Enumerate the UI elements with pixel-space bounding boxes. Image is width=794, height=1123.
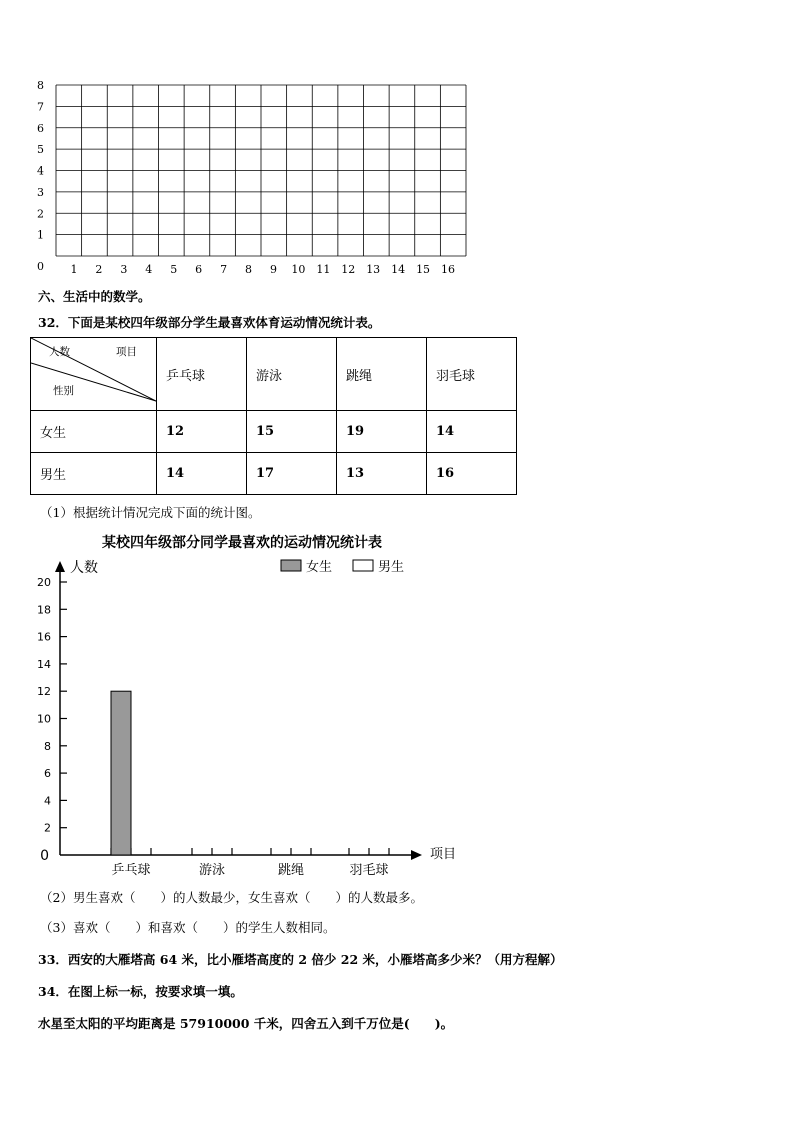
grid-x-label: 2 (95, 263, 103, 276)
question-32-title: 32．下面是某校四年级部分学生最喜欢体育运动情况统计表。 (38, 315, 381, 330)
header-people-label: 人数 (49, 346, 70, 358)
grid-y-label: 1 (37, 228, 44, 242)
row-label: 女生 (31, 411, 157, 453)
y-tick-label: 18 (37, 603, 51, 617)
table-cell: 17 (247, 453, 337, 495)
grid-x-label: 16 (441, 263, 455, 276)
grid-x-label: 10 (291, 263, 306, 276)
question-33-text: 33．西安的大雁塔高 64 米，比小雁塔高度的 2 倍少 22 米，小雁塔高多少米？（用方程解） (38, 952, 563, 967)
section-heading: 六、生活中的数学。 (38, 289, 151, 304)
grid-y-label: 2 (37, 207, 44, 221)
grid-x-label: 13 (366, 263, 381, 276)
grid-y-label: 6 (37, 121, 44, 135)
category-label: 乒乓球 (111, 863, 151, 878)
grid-y-label: 0 (37, 260, 44, 273)
y-tick-label: 2 (44, 821, 51, 835)
y-tick-label: 14 (37, 657, 51, 671)
grid-y-label: 3 (37, 185, 44, 199)
y-axis-arrow (55, 561, 65, 572)
y-tick-label: 20 (37, 576, 51, 589)
table-cell: 16 (427, 453, 517, 495)
legend-label: 男生 (378, 560, 405, 575)
grid-x-label: 8 (245, 263, 253, 276)
y-tick-label: 6 (44, 767, 51, 781)
grid-x-label: 1 (70, 263, 78, 276)
header-gender-label: 性别 (53, 385, 74, 397)
table-row (31, 411, 517, 453)
column-header: 乒乓球 (157, 338, 247, 411)
table-row (31, 453, 517, 495)
grid-x-label: 6 (195, 263, 203, 276)
table-cell: 12 (157, 411, 247, 453)
question-32-part-3: （3）喜欢（ ）和喜欢（ ）的学生人数相同。 (40, 920, 336, 935)
column-header: 跳绳 (337, 338, 427, 411)
grid-y-label: 8 (37, 79, 44, 92)
grid-x-label: 9 (269, 263, 277, 276)
y-tick-label: 16 (37, 630, 51, 644)
stats-table (30, 337, 517, 495)
category-label: 羽毛球 (349, 863, 389, 878)
category-label: 跳绳 (277, 863, 305, 878)
column-header: 游泳 (247, 338, 337, 411)
grid-x-label: 15 (416, 263, 431, 276)
grid-x-label: 14 (391, 263, 406, 276)
x-axis-arrow (411, 850, 422, 860)
table-cell: 13 (337, 453, 427, 495)
table-cell: 15 (247, 411, 337, 453)
x-axis-title: 项目 (430, 847, 457, 862)
question-34-sub: 水星至太阳的平均距离是 57910000 千米，四舍五入到千万位是( )。 (38, 1016, 454, 1031)
bar-chart (0, 525, 794, 885)
y-axis-title: 人数 (70, 560, 98, 576)
y-tick-label: 12 (37, 685, 51, 699)
grid-x-label: 12 (341, 263, 356, 276)
question-34-text: 34．在图上标一标，按要求填一填。 (38, 984, 243, 999)
grid-y-label: 5 (37, 143, 44, 157)
category-label: 游泳 (198, 863, 226, 878)
header-item-label: 项目 (116, 346, 137, 358)
legend-label: 女生 (306, 560, 333, 575)
grid-x-label: 5 (170, 263, 178, 276)
chart-title: 某校四年级部分同学最喜欢的运动情况统计表 (102, 535, 382, 551)
bar (111, 691, 131, 855)
grid-x-label: 11 (316, 263, 331, 276)
table-header-row (31, 338, 517, 411)
y-tick-label: 4 (44, 794, 51, 808)
grid-x-label: 4 (145, 263, 153, 276)
table-cell: 14 (427, 411, 517, 453)
column-header: 羽毛球 (427, 338, 517, 411)
coordinate-grid (0, 0, 794, 290)
y-tick-label: 8 (44, 739, 51, 753)
legend-swatch (353, 560, 373, 571)
question-32-part-2: （2）男生喜欢（ ）的人数最少，女生喜欢（ ）的人数最多。 (40, 890, 423, 905)
grid-x-label: 3 (120, 263, 128, 276)
grid-y-label: 4 (37, 164, 44, 178)
grid-x-label: 7 (220, 263, 228, 276)
y-tick-label: 10 (37, 712, 51, 726)
y-tick-label: 0 (40, 848, 49, 864)
legend-swatch (281, 560, 301, 571)
table-cell: 19 (337, 411, 427, 453)
row-label: 男生 (31, 453, 157, 495)
question-32-part-1: （1）根据统计情况完成下面的统计图。 (40, 505, 261, 520)
diagonal-header-cell (31, 338, 157, 411)
table-cell: 14 (157, 453, 247, 495)
grid-y-label: 7 (37, 100, 44, 114)
